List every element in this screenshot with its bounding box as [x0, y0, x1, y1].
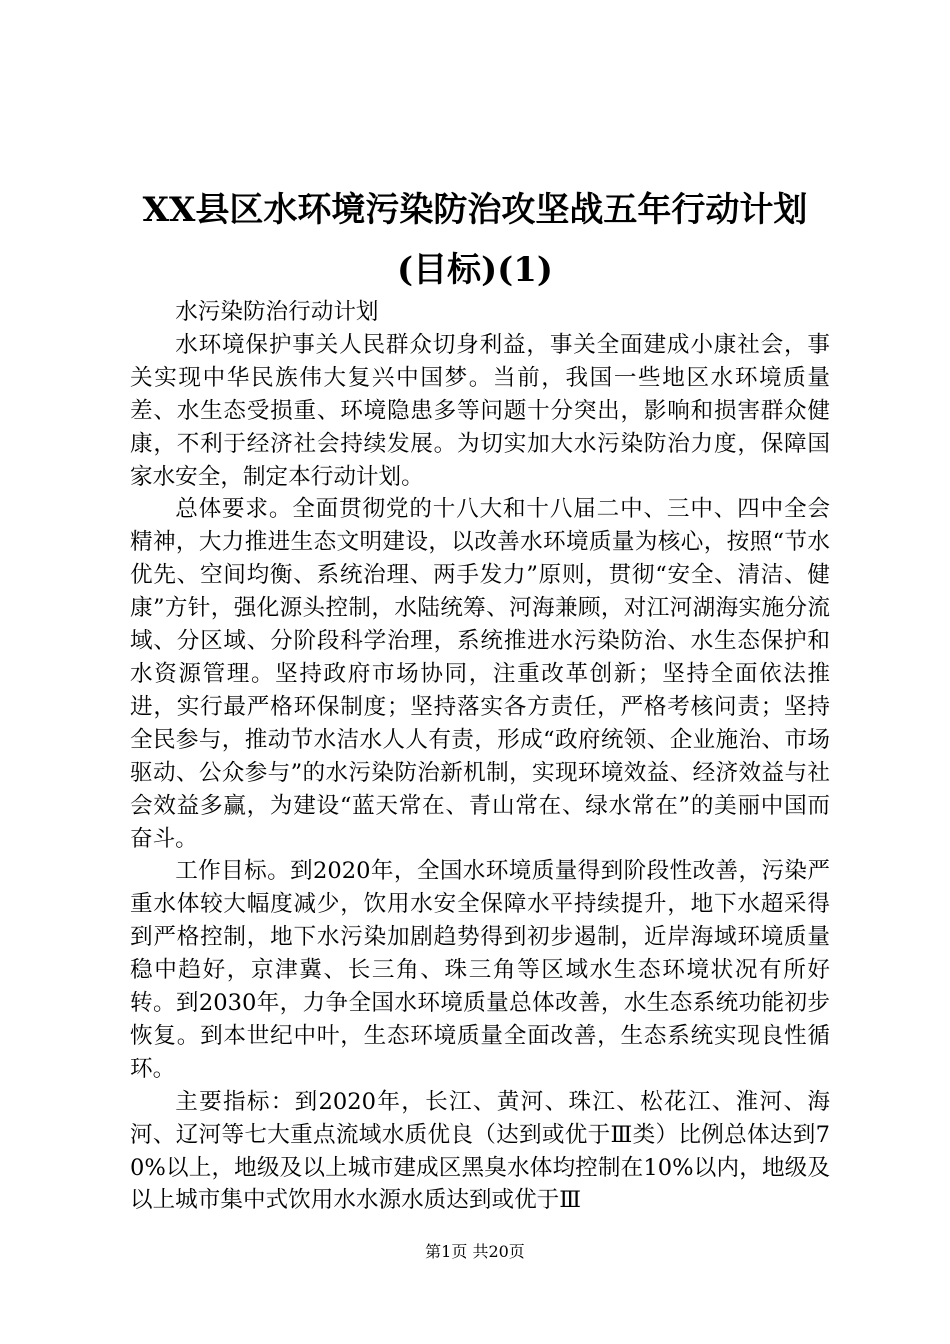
- paragraph-general-requirements: 总体要求。全面贯彻党的十八大和十八届二中、三中、四中全会精神，大力推进生态文明建设，以改善水环境质量为核心，按照“节水优先、空间均衡、系统治理、两手发力”原则，贯彻“安全、清洁、健康”方针，强化源头控制，水陆统筹、河海兼顾，对江河湖海实施分流域、分区域、分阶段科学治理，系统推进水污染防治、水生态保护和水资源管理。坚持政府市场协同，注重改革创新；坚持全面依法推进，实行最严格环保制度；坚持落实各方责任，严格考核问责；坚持全民参与，推动节水洁水人人有责，形成“政府统领、企业施治、市场驱动、公众参与”的水污染防治新机制，实现环境效益、经济效益与社会效益多赢，为建设“蓝天常在、青山常在、绿水常在”的美丽中国而奋斗。: [130, 496, 830, 852]
- page-footer: 第1页 共20页: [425, 1242, 525, 1261]
- paragraph-heading: 水污染防治行动计划: [175, 299, 379, 325]
- paragraph-main-indicators: 主要指标：到2020年，长江、黄河、珠江、松花江、淮河、海河、辽河等七大重点流域水质优良（达到或优于Ⅲ类）比例总体达到70%以上，地级及以上城市建成区黑臭水体均控制在10%以内，地级及以上城市集中式饮用水水源水质达到或优于Ⅲ: [130, 1088, 830, 1214]
- document-title-line-1: XX县区水环境污染防治攻坚战五年行动计划: [142, 190, 808, 230]
- paragraph-intro: 水环境保护事关人民群众切身利益，事关全面建成小康社会，事关实现中华民族伟大复兴中国梦。当前，我国一些地区水环境质量差、水生态受损重、环境隐患多等问题十分突出，影响和损害群众健康，不利于经济社会持续发展。为切实加大水污染防治力度，保障国家水安全，制定本行动计划。: [130, 331, 830, 490]
- paragraph-work-goals: 工作目标。到2020年，全国水环境质量得到阶段性改善，污染严重水体较大幅度减少，饮用水安全保障水平持续提升，地下水超采得到严格控制，地下水污染加剧趋势得到初步遏制，近岸海域环境质量稳中趋好，京津冀、长三角、珠三角等区域水生态环境状况有所好转。到2030年，力争全国水环境质量总体改善，水生态系统功能初步恢复。到本世纪中叶，生态环境质量全面改善，生态系统实现良性循环。: [130, 858, 830, 1082]
- document-title-line-2: (目标)(1): [396, 250, 553, 290]
- document-body: [130, 296, 830, 1217]
